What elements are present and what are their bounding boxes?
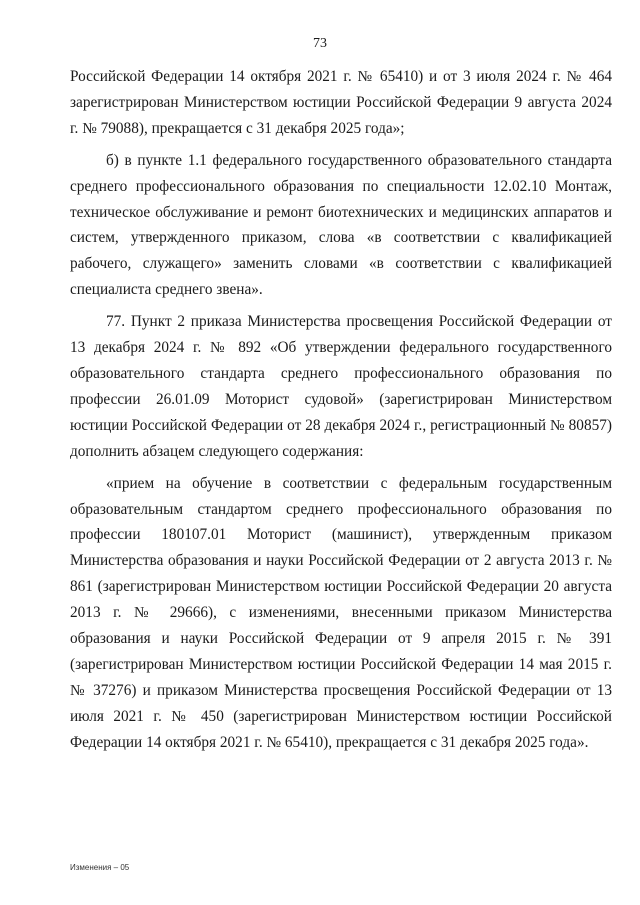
footer-revision-note: Изменения – 05 xyxy=(70,863,130,872)
paragraph-quoted-amendment: «прием на обучение в соответствии с федеральным государственным образовательным стандартом среднего профессионального образования по профессии 180107.01 Моторист (машинист), утвержденным приказом Министерства образования и науки Российской Федерации от 2 августа 2013 г. № 861 (зарегистрирован Министерством юстиции Российской Федерации 20 августа 2013 г. № 29666), с изменениями, внесенными приказом Министерства образования и науки Российской Федерации от 9 апреля 2015 г. № 391 (зарегистрирован Министерством юстиции Российской Федерации 14 мая 2015 г. № 37276) и приказом Министерства просвещения Российской Федерации от 13 июля 2021 г. № 450 (зарегистрирован Министерством юстиции Российской Федерации 14 октября 2021 г. № 65410), прекращается с 31 декабря 2025 года». xyxy=(70,474,612,751)
document-body xyxy=(70,64,612,756)
paragraph-item-77: 77. Пункт 2 приказа Министерства просвещения Российской Федерации от 13 декабря 2024 г. № 892 «Об утверждении федерального государственного образовательного стандарта среднего профессионального образования по профессии 26.01.09 Моторист судовой» (зарегистрирован Министерством юстиции Российской Федерации от 28 декабря 2024 г., регистрационный № 80857) дополнить абзацем следующего содержания: xyxy=(70,313,612,460)
page-number: 73 xyxy=(313,36,327,51)
paragraph-item-b: б) в пункте 1.1 федерального государственного образовательного стандарта среднего профессионального образования по специальности 12.02.10 Монтаж, техническое обслуживание и ремонт биотехнических и медицинских аппаратов и систем, утвержденного приказом, слова «в соответствии с квалификацией рабочего, служащего» заменить словами «в соответствии с квалификацией специалиста среднего звена». xyxy=(70,151,612,299)
paragraph-continuation: Российской Федерации 14 октября 2021 г. № 65410) и от 3 июля 2024 г. № 464 зарегистрирован Министерством юстиции Российской Федерации 9 августа 2024 г. № 79088), прекращается с 31 декабря 2025 года»; xyxy=(70,68,612,137)
